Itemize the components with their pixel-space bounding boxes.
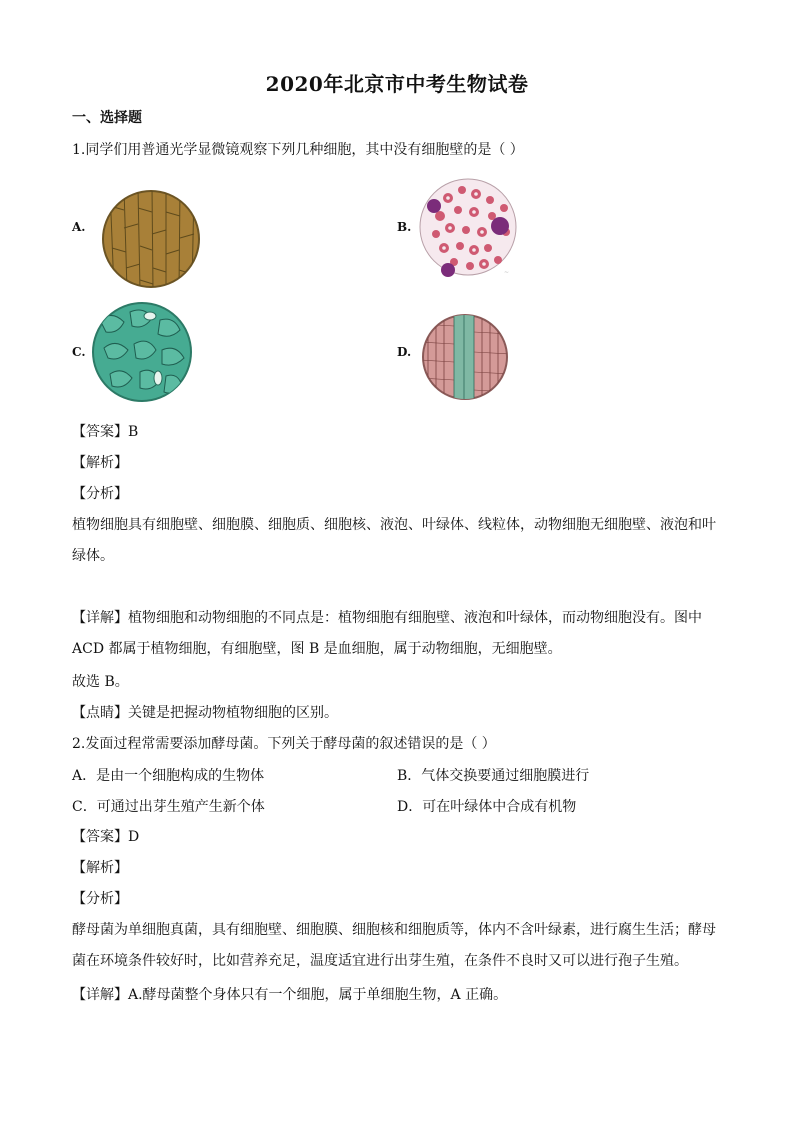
q1-option-a-label: A. [72, 220, 86, 234]
plant-tissue-cell-image [420, 312, 510, 402]
svg-text:~: ~ [504, 269, 510, 276]
q1-option-c-label: C. [72, 345, 86, 359]
q2-answer: 【答案】D [72, 829, 140, 845]
q1-choice: 故选 B。 [72, 674, 129, 690]
q1-fenxi-heading: 【分析】 [72, 486, 128, 502]
section-heading: 一、选择题 [72, 110, 142, 126]
q2-option-c: C．可通过出芽生殖产生新个体 [72, 799, 265, 815]
q2-fenxi-heading: 【分析】 [72, 891, 128, 907]
q2-option-d: D．可在叶绿体中合成有机物 [397, 799, 577, 815]
leaf-epidermis-stomata-image [90, 300, 194, 404]
page-title: 2020年北京市中考生物试卷 [265, 72, 529, 96]
q2-stem: 2.发面过程常需要添加酵母菌。下列关于酵母菌的叙述错误的是（ ） [72, 736, 496, 752]
q1-dianjing: 【点睛】关键是把握动物植物细胞的区别。 [72, 705, 338, 721]
q1-option-b-label: B. [397, 220, 412, 234]
q2-option-b: B．气体交换要通过细胞膜进行 [397, 768, 590, 784]
q1-option-d-label: D. [397, 345, 412, 359]
onion-epidermis-cell-image [100, 188, 202, 290]
q1-jiexi-heading: 【解析】 [72, 455, 128, 471]
q2-jiexi-heading: 【解析】 [72, 860, 128, 876]
q2-option-a: A．是由一个细胞构成的生物体 [72, 768, 265, 784]
q1-analysis-text: 植物细胞具有细胞壁、细胞膜、细胞质、细胞核、液泡、叶绿体、线粒体，动物细胞无细胞壁、液泡和叶绿体。 [72, 517, 716, 564]
blood-cell-image [418, 176, 530, 280]
q2-detail: 【详解】A.酵母菌整个身体只有一个细胞，属于单细胞生物，A 正确。 [72, 987, 508, 1003]
q1-answer: 【答案】B [72, 424, 139, 440]
q1-stem: 1.同学们用普通光学显微镜观察下列几种细胞，其中没有细胞壁的是（ ） [72, 142, 524, 158]
q2-analysis-text: 酵母菌为单细胞真菌，具有细胞壁、细胞膜、细胞核和细胞质等，体内不含叶绿素，进行腐生生活；酵母菌在环境条件较好时，比如营养充足，温度适宜进行出芽生殖，在条件不良时又可以进行孢子生殖。 [72, 922, 716, 969]
q1-detail: 【详解】植物细胞和动物细胞的不同点是：植物细胞有细胞壁、液泡和叶绿体，而动物细胞没有。图中 ACD 都属于植物细胞，有细胞壁，图 B 是血细胞，属于动物细胞，无细胞壁。 [72, 610, 702, 657]
